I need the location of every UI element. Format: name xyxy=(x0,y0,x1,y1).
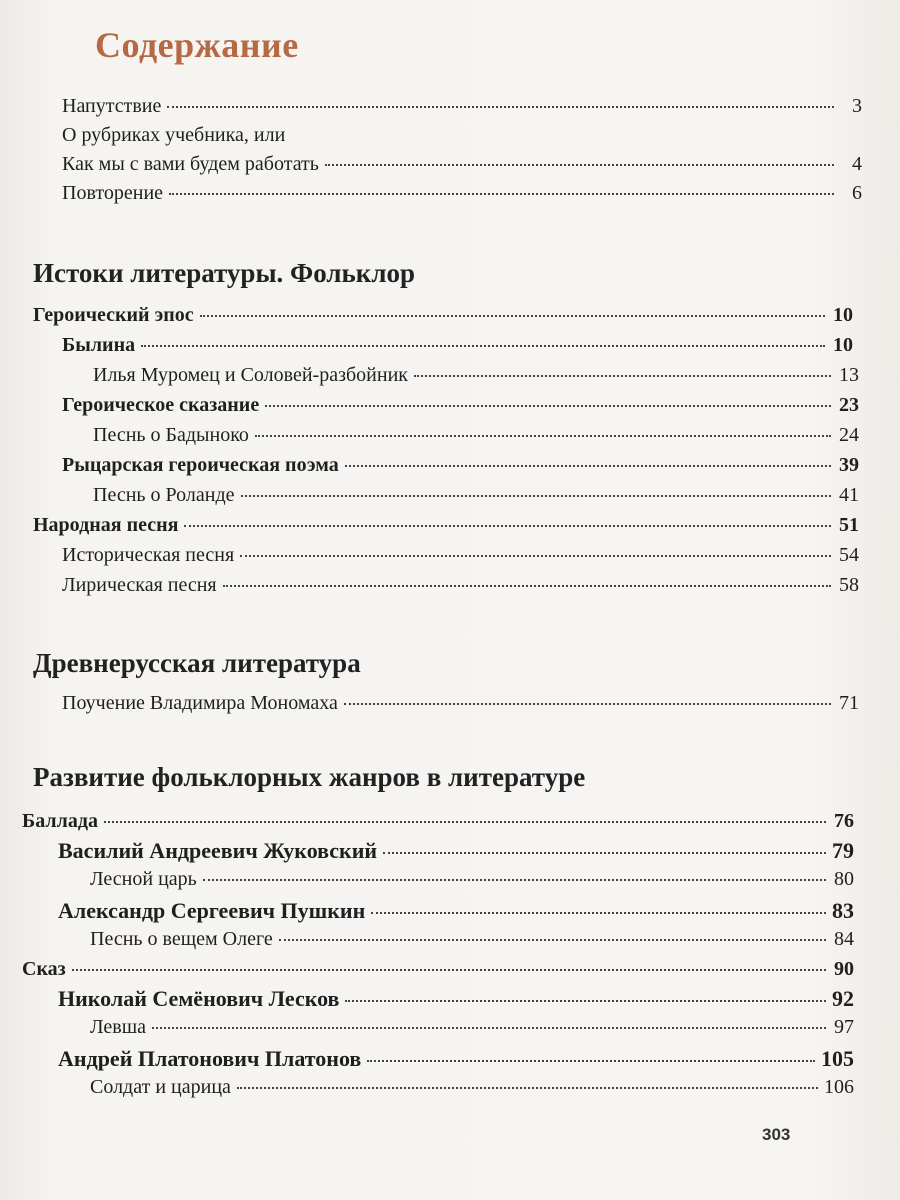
toc-entry-title: Андрей Платонович Платонов xyxy=(58,1046,362,1071)
dot-leader xyxy=(414,375,831,377)
toc-entry xyxy=(62,124,862,154)
dot-leader xyxy=(344,703,831,705)
toc-entry-page: 54 xyxy=(839,544,859,566)
toc-entry xyxy=(22,958,854,988)
toc-entry xyxy=(62,544,859,574)
dot-leader xyxy=(203,879,826,881)
dot-leader xyxy=(240,555,831,557)
toc-entry-title: Александр Сергеевич Пушкин xyxy=(58,898,366,923)
toc-entry-title: Повторение xyxy=(62,182,164,204)
toc-entry-page: 80 xyxy=(834,868,854,890)
toc-entry xyxy=(62,334,853,364)
toc-entry xyxy=(62,153,862,183)
dot-leader xyxy=(223,585,831,587)
dot-leader xyxy=(345,1000,826,1002)
toc-entry-title: Песнь о вещем Олеге xyxy=(90,928,273,950)
dot-leader xyxy=(383,852,826,854)
toc-entry-title: Илья Муромец и Соловей-разбойник xyxy=(93,364,408,386)
toc-entry xyxy=(58,838,854,868)
toc-entry xyxy=(90,1016,854,1046)
toc-entry-title: Героическое сказание xyxy=(62,394,260,416)
toc-entry xyxy=(62,394,859,424)
dot-leader xyxy=(345,465,831,467)
toc-entry-title: Левша xyxy=(90,1016,147,1038)
toc-entry-title: Баллада xyxy=(22,810,98,832)
toc-entry-page: 92 xyxy=(832,986,854,1011)
toc-entry-page: 76 xyxy=(834,810,854,832)
toc-entry-title: Былина xyxy=(62,334,136,356)
toc-entry xyxy=(62,574,859,604)
toc-entry-title: Историческая песня xyxy=(62,544,235,566)
page-number: 303 xyxy=(762,1125,791,1144)
toc-entry xyxy=(90,1076,854,1106)
section-heading: Древнерусская литература xyxy=(33,648,361,678)
toc-entry xyxy=(90,928,854,958)
toc-entry-page: 39 xyxy=(839,454,859,476)
toc-entry xyxy=(62,182,862,212)
toc-entry-page: 10 xyxy=(833,334,853,356)
toc-entry-title: Рыцарская героическая поэма xyxy=(62,454,339,476)
toc-entry-title: Сказ xyxy=(22,958,66,980)
toc-entry-title: Лирическая песня xyxy=(62,574,217,596)
toc-entry-page: 10 xyxy=(833,304,853,326)
toc-entry-title: Песнь о Роланде xyxy=(93,484,235,506)
dot-leader xyxy=(367,1060,815,1062)
toc-entry-page: 79 xyxy=(832,838,854,863)
toc-entry-page: 3 xyxy=(852,95,862,117)
toc-entry xyxy=(93,484,859,514)
toc-entry-title: О рубриках учебника, или xyxy=(62,124,286,146)
toc-entry-page: 83 xyxy=(832,898,854,923)
dot-leader xyxy=(200,315,825,317)
section-heading: Развитие фольклорных жанров в литературе xyxy=(33,762,586,792)
toc-entry-page: 6 xyxy=(852,182,862,204)
dot-leader xyxy=(104,821,826,823)
dot-leader xyxy=(237,1087,818,1089)
dot-leader xyxy=(167,106,834,108)
dot-leader xyxy=(371,912,826,914)
toc-entry-page: 90 xyxy=(834,958,854,980)
dot-leader xyxy=(184,525,831,527)
toc-entry-page: 41 xyxy=(839,484,859,506)
toc-entry-page: 58 xyxy=(839,574,859,596)
toc-entry-title: Поучение Владимира Мономаха xyxy=(62,692,338,714)
toc-entry xyxy=(62,95,862,125)
toc-entry-page: 84 xyxy=(834,928,854,950)
dot-leader xyxy=(72,969,826,971)
toc-entry-page: 4 xyxy=(852,153,862,175)
toc-entry xyxy=(62,454,859,484)
dot-leader xyxy=(241,495,832,497)
toc-entry-title: Напутствие xyxy=(62,95,162,117)
toc-entry-title: Героический эпос xyxy=(33,304,194,326)
toc-entry-page: 24 xyxy=(839,424,859,446)
toc-entry-title: Солдат и царица xyxy=(90,1076,231,1098)
section-heading: Истоки литературы. Фольклор xyxy=(33,258,416,288)
toc-entry-title: Народная песня xyxy=(33,514,179,536)
toc-entry xyxy=(62,692,859,722)
toc-entry xyxy=(33,304,853,334)
toc-entry-title: Песнь о Бадыноко xyxy=(93,424,249,446)
toc-entry xyxy=(93,364,859,394)
dot-leader xyxy=(141,345,825,347)
toc-entry xyxy=(22,810,854,840)
dot-leader xyxy=(265,405,831,407)
toc-entry-title: Николай Семёнович Лесков xyxy=(58,986,340,1011)
toc-entry-title: Василий Андреевич Жуковский xyxy=(58,838,378,863)
dot-leader xyxy=(152,1027,826,1029)
toc-entry xyxy=(58,1046,854,1076)
toc-entry-page: 71 xyxy=(839,692,859,714)
dot-leader xyxy=(169,193,834,195)
toc-entry-page: 105 xyxy=(821,1046,854,1071)
toc-entry-page: 51 xyxy=(839,514,859,536)
dot-leader xyxy=(255,435,831,437)
toc-entry-title: Лесной царь xyxy=(90,868,197,890)
toc-entry xyxy=(90,868,854,898)
page-title: Содержание xyxy=(95,25,299,65)
toc-entry-page: 23 xyxy=(839,394,859,416)
toc-entry xyxy=(58,986,854,1016)
toc-entry-page: 13 xyxy=(839,364,859,386)
toc-entry-page: 106 xyxy=(824,1076,854,1098)
toc-entry xyxy=(58,898,854,928)
dot-leader xyxy=(325,164,834,166)
toc-entry xyxy=(93,424,859,454)
toc-entry-page: 97 xyxy=(834,1016,854,1038)
toc-entry-title: Как мы с вами будем работать xyxy=(62,153,319,175)
dot-leader xyxy=(279,939,826,941)
toc-entry xyxy=(33,514,859,544)
